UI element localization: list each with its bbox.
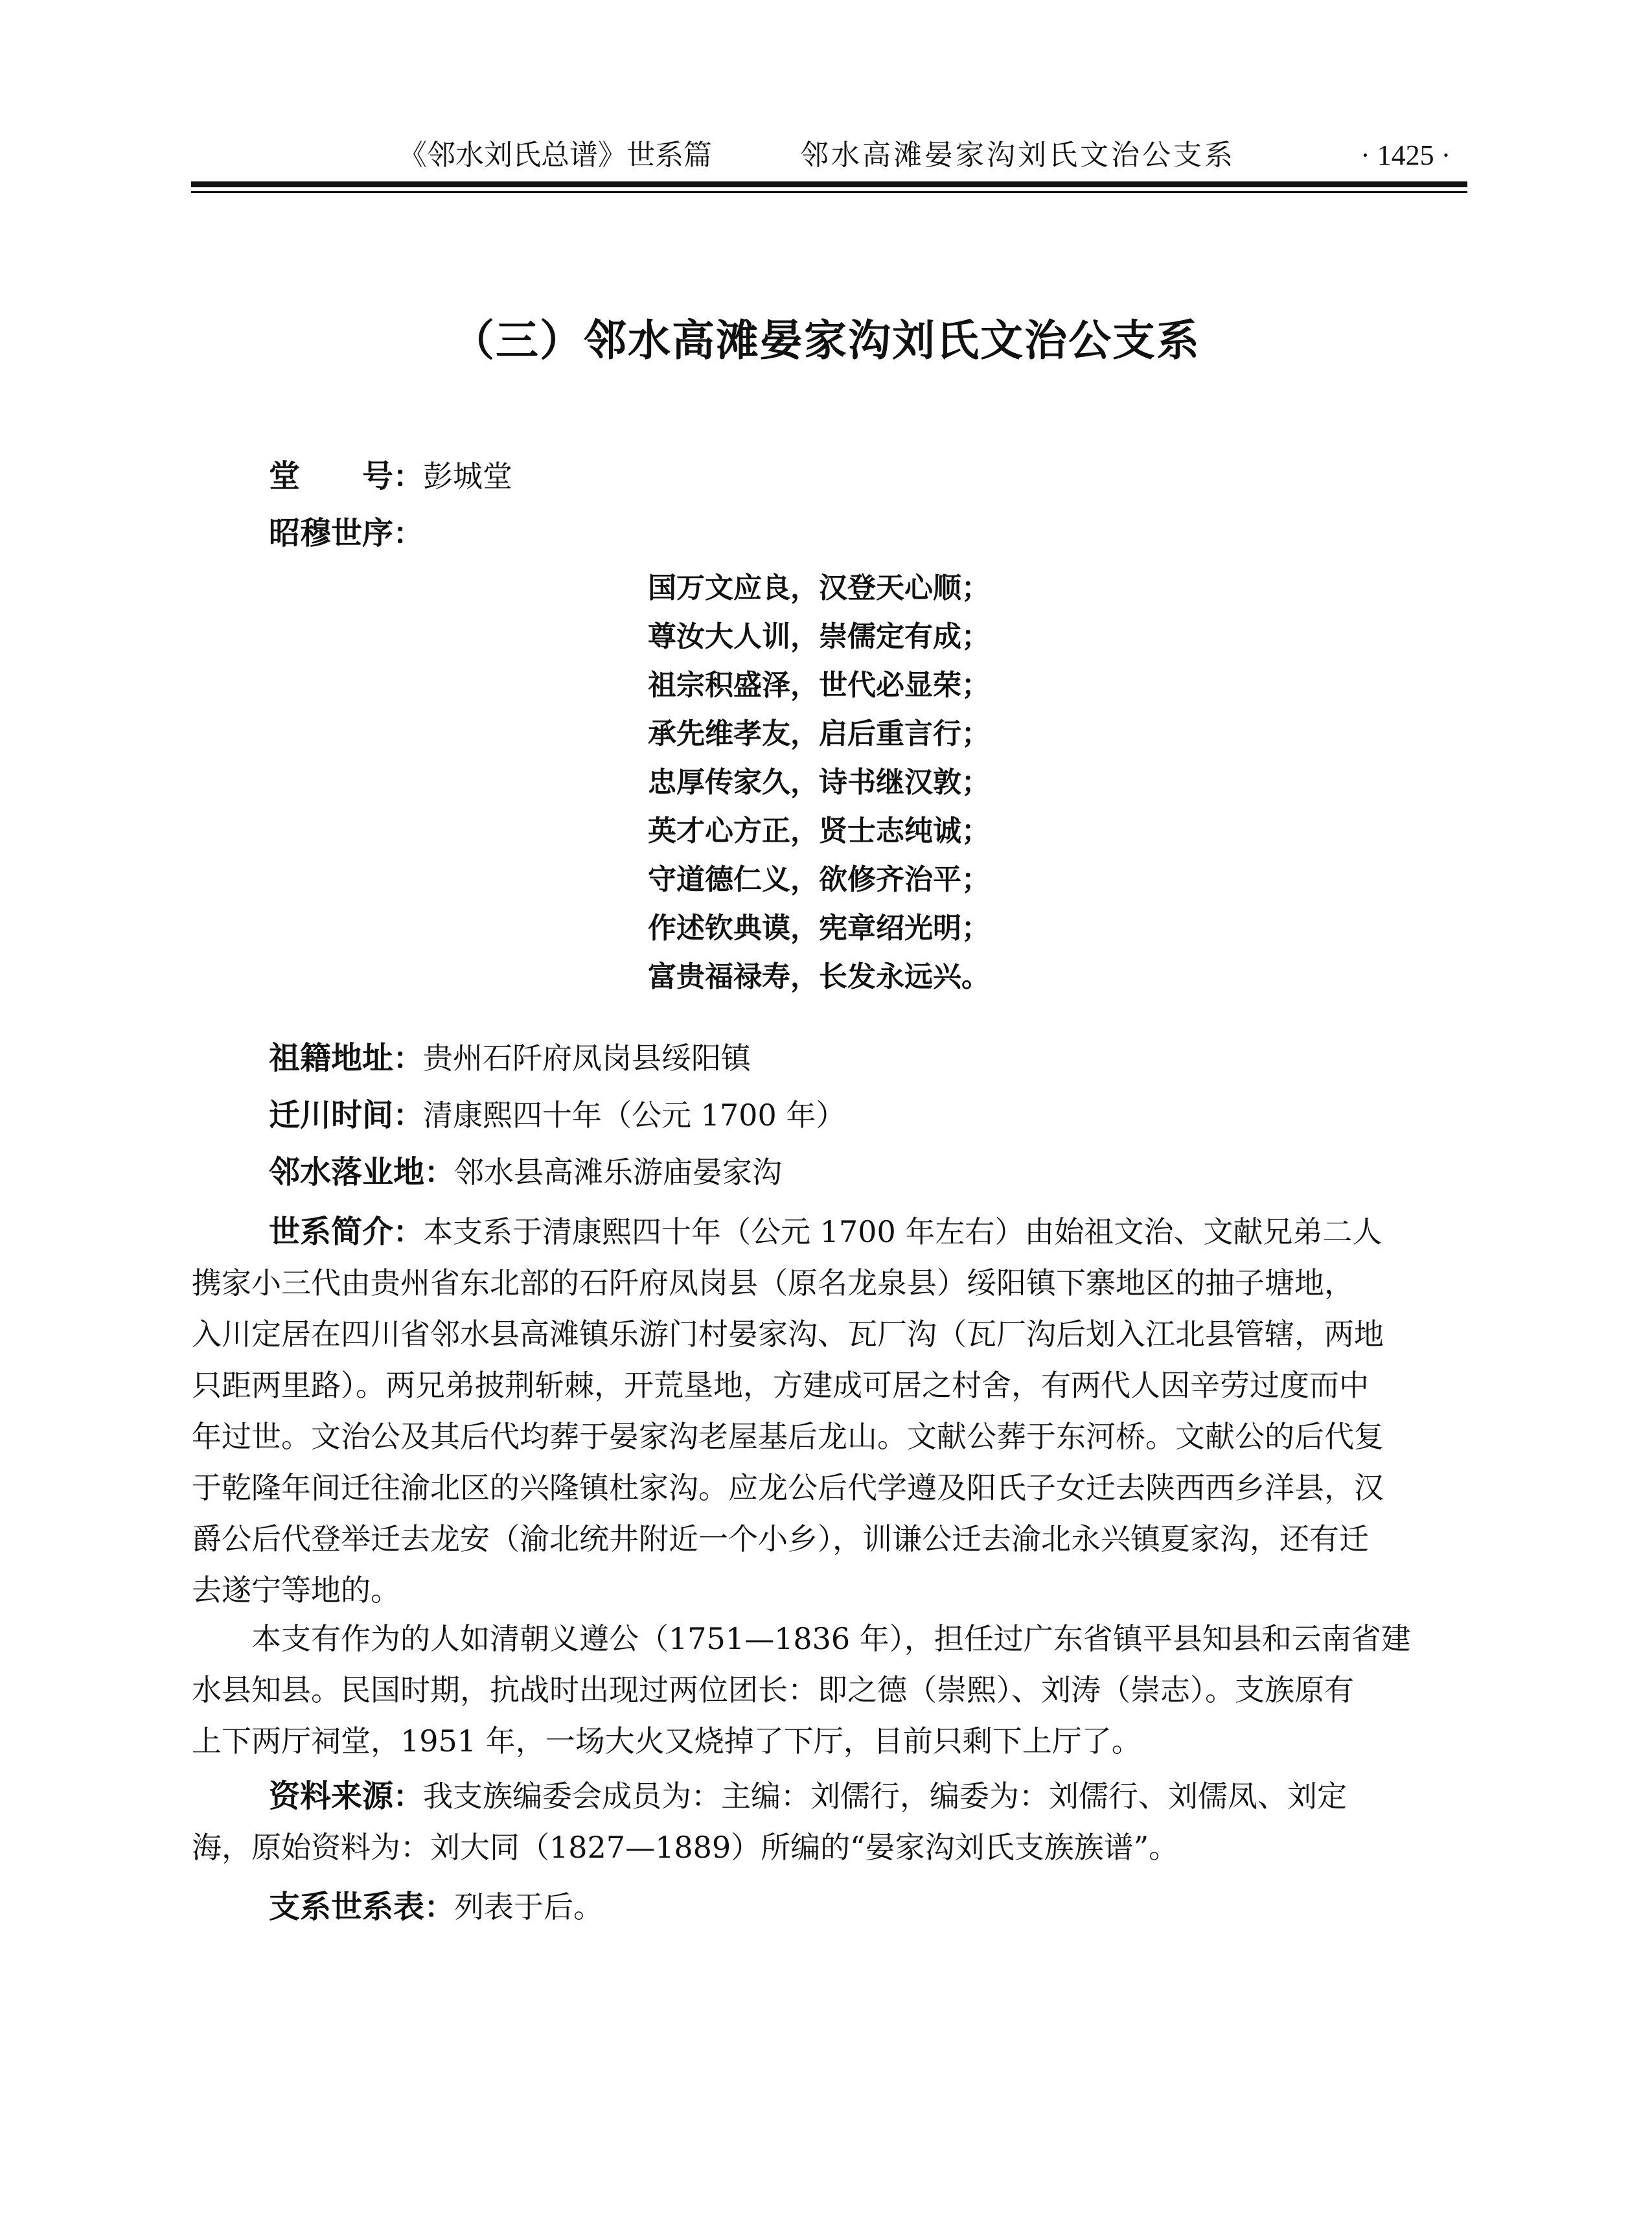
migration-time-value: 清康熙四十年（公元 1700 年） (423, 1098, 846, 1133)
generation-order-label: 昭穆世序 (269, 515, 394, 551)
settlement-colon: ： (424, 1155, 455, 1190)
branch-table-field (269, 1884, 603, 1930)
settlement-value: 邻水县高滩乐游庙晏家沟 (454, 1155, 783, 1190)
poem-line: 承先维孝友，启后重言行； (648, 717, 990, 750)
text-line: 我支族编委会成员为：主编：刘儒行，编委为：刘儒行、刘儒凤、刘定 (423, 1779, 1348, 1814)
ancestral-home-label: 祖籍地址 (269, 1040, 394, 1076)
ancestral-home-colon: ： (393, 1041, 424, 1076)
header-book-title: 《邻水刘氏总谱》世系篇 (398, 139, 712, 172)
poem-line: 英才心方正，贤士志纯诚； (648, 814, 990, 848)
sources-label: 资料来源 (269, 1778, 394, 1814)
migration-time-label: 迁川时间 (269, 1097, 394, 1133)
lineage-intro-colon: ： (393, 1214, 424, 1249)
ancestral-home-field (269, 1035, 751, 1081)
migration-time-colon: ： (393, 1098, 424, 1133)
branch-table-label: 支系世系表 (269, 1889, 425, 1925)
generation-order-colon: ： (393, 516, 424, 551)
generation-poem (648, 564, 990, 1001)
lineage-intro-paragraph (192, 1206, 1465, 1616)
text-line: 水县知县。民国时期，抗战时出现过两位团长：即之德（崇熙）、刘涛（崇志）。支族原有 (192, 1672, 1354, 1707)
header-page-number: · 1425 · (1360, 139, 1451, 171)
hall-field (269, 454, 512, 499)
text-line: 海，原始资料为：刘大同（1827—1889）所编的“晏家沟刘氏支族族谱”。 (192, 1830, 1179, 1865)
poem-line: 富贵福禄寿，长发永远兴。 (648, 960, 990, 993)
text-line: 本支有作为的人如清朝义遵公（1751—1836 年），担任过广东省镇平县知县和云南省建 (251, 1621, 1411, 1656)
text-line: 本支系于清康熙四十年（公元 1700 年左右）由始祖文治、文献兄弟二人 (423, 1214, 1382, 1249)
sources-colon: ： (393, 1779, 424, 1814)
text-line: 携家小三代由贵州省东北部的石阡府凤岗县（原名龙泉县）绥阳镇下寨地区的抽子塘地， (192, 1265, 1354, 1300)
poem-line: 祖宗积盛泽，世代必显荣； (648, 669, 990, 702)
header-branch-title: 邻水高滩晏家沟刘氏文治公支系 (800, 139, 1235, 172)
generation-order-field (269, 511, 423, 556)
hall-colon: ： (393, 459, 424, 494)
running-header (0, 136, 1652, 175)
text-line: 上下两厅祠堂，1951 年，一场大火又烧掉了下厅，目前只剩下上厅了。 (192, 1724, 1141, 1759)
poem-line: 国万文应良，汉登天心顺； (648, 571, 990, 605)
sources-first-line (192, 1771, 1465, 1822)
header-rule-thick (191, 181, 1467, 187)
branch-table-colon: ： (424, 1889, 455, 1924)
text-line: 爵公后代登举迁去龙安（渝北统井附近一个小乡），训谦公迁去渝北永兴镇夏家沟，还有迁 (192, 1521, 1369, 1556)
hall-label: 堂 号 (269, 458, 394, 494)
section-title: （三）邻水高滩晏家沟刘氏文治公支系 (452, 315, 1200, 365)
poem-line: 守道德仁义，欲修齐治平； (648, 863, 990, 896)
poem-line: 作述钦典谟，宪章绍光明； (648, 912, 990, 945)
lineage-intro-first-line (192, 1206, 1465, 1258)
branch-table-value: 列表于后。 (454, 1889, 604, 1924)
hall-value: 彭城堂 (423, 459, 513, 494)
header-rule-thin (191, 191, 1467, 193)
migration-time-field (269, 1092, 845, 1138)
text-line: 入川定居在四川省邻水县高滩镇乐游门村晏家沟、瓦厂沟（瓦厂沟后划入江北县管辖，两地 (192, 1317, 1384, 1352)
poem-line: 忠厚传家久，诗书继汉敦； (648, 766, 990, 799)
settlement-label: 邻水落业地 (269, 1154, 425, 1190)
lineage-intro-label: 世系简介 (269, 1214, 394, 1250)
text-line: 只距两里路）。两兄弟披荆斩棘，开荒垦地，方建成可居之村舍，有两代人因辛劳过度而中 (192, 1368, 1369, 1403)
sources-paragraph (192, 1771, 1465, 1873)
notables-paragraph (192, 1613, 1465, 1767)
ancestral-home-value: 贵州石阡府凤岗县绥阳镇 (423, 1041, 751, 1076)
poem-line: 尊汝大人训，崇儒定有成； (648, 620, 990, 653)
text-line: 于乾隆年间迁往渝北区的兴隆镇杜家沟。应龙公后代学遵及阳氏子女迁去陕西西乡洋县，汉 (192, 1470, 1384, 1505)
text-line: 去遂宁等地的。 (192, 1573, 400, 1608)
text-line: 年过世。文治公及其后代均葬于晏家沟老屋基后龙山。文献公葬于东河桥。文献公的后代复 (192, 1419, 1384, 1454)
settlement-field (269, 1149, 782, 1195)
